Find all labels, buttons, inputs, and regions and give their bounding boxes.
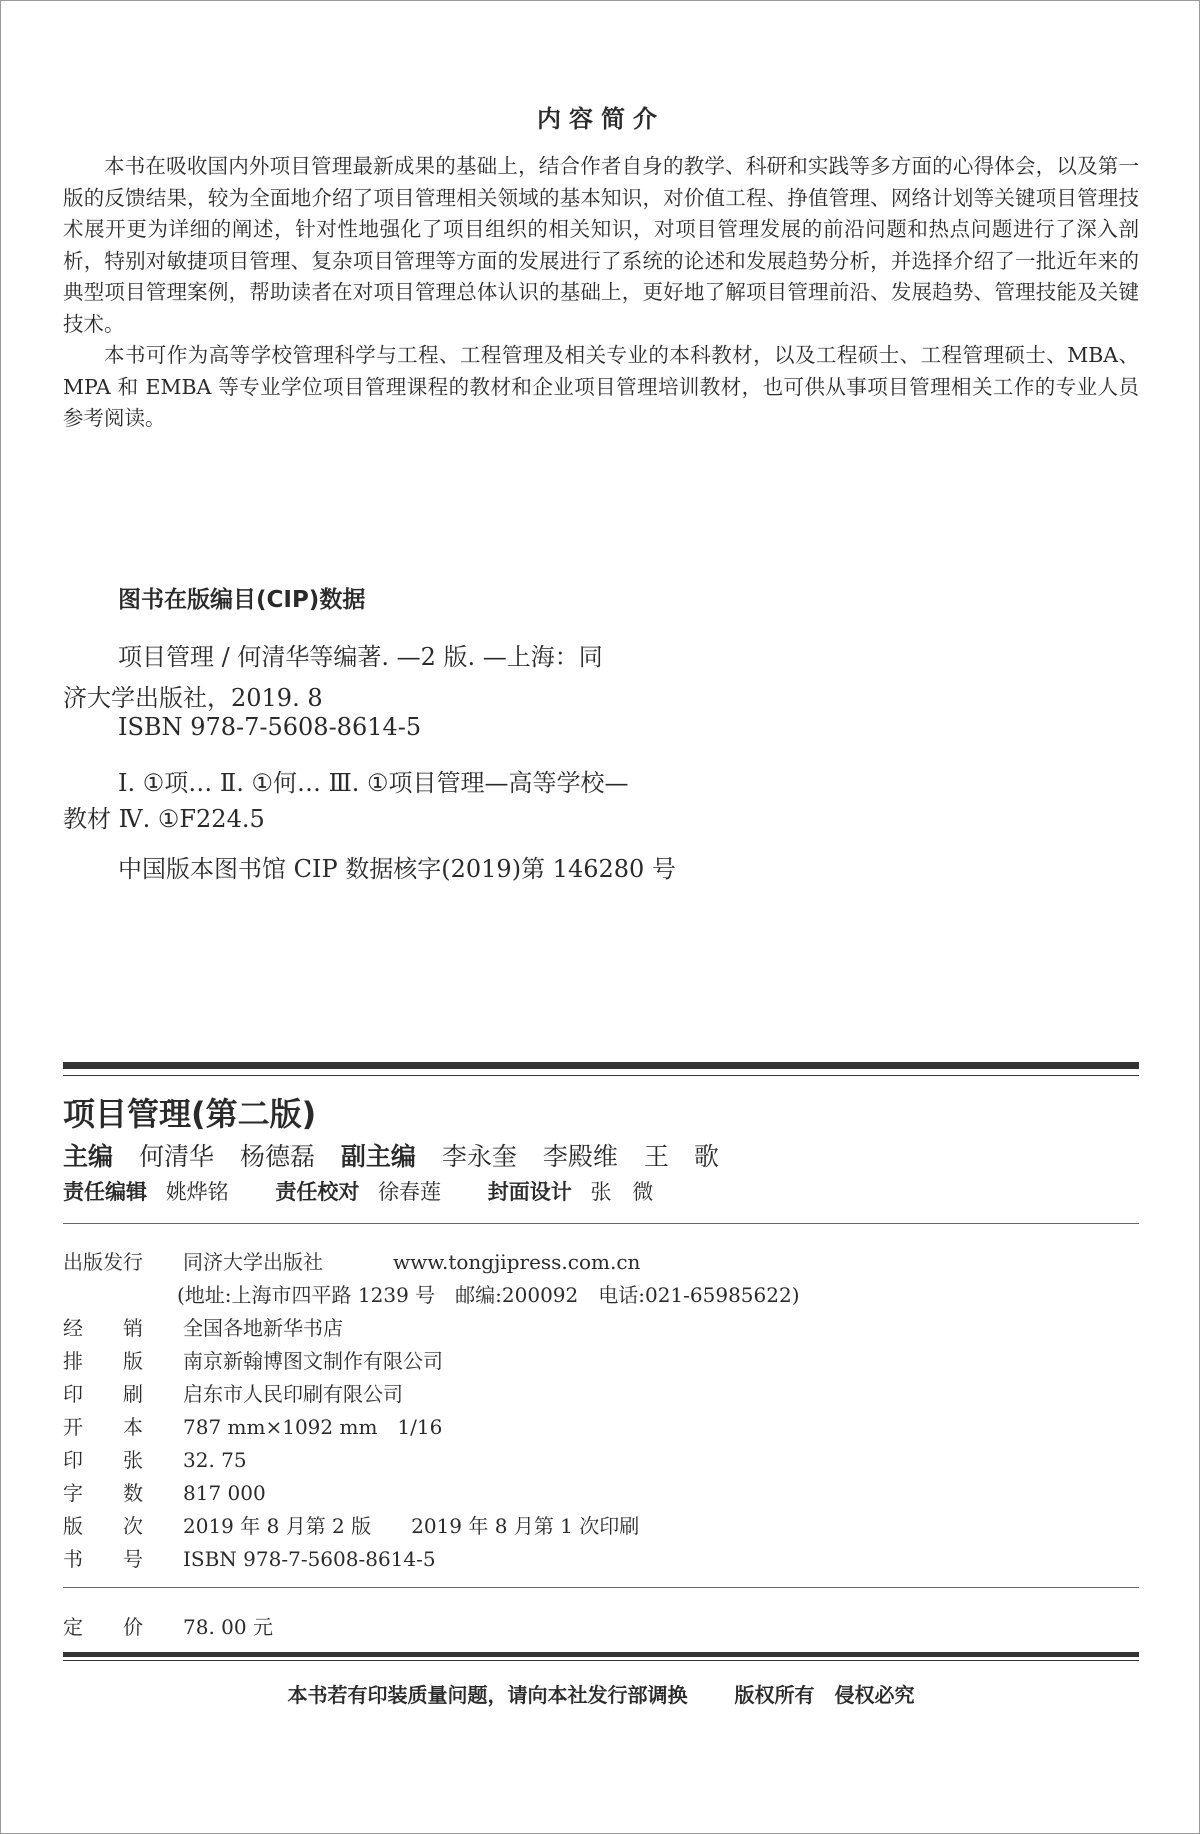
spec-key-b: 数 bbox=[123, 1481, 143, 1505]
rights-reserved: 版权所有 bbox=[734, 1683, 815, 1707]
spec-value: 817 000 bbox=[183, 1481, 266, 1505]
spec-row bbox=[63, 1510, 639, 1539]
spec-row bbox=[63, 1312, 343, 1341]
spec-key-a: 排 bbox=[63, 1349, 83, 1373]
spec-value: 南京新翰博图文制作有限公司 bbox=[183, 1349, 443, 1373]
spec-row bbox=[63, 1444, 247, 1473]
staff-value-1: 姚烨铭 bbox=[165, 1180, 229, 1204]
spec-key-b: 本 bbox=[123, 1415, 143, 1439]
publisher-label: 出版发行 bbox=[63, 1250, 143, 1274]
staff-line bbox=[63, 1176, 693, 1206]
price-row bbox=[63, 1611, 273, 1640]
publisher-name: 同济大学出版社 bbox=[183, 1250, 323, 1274]
spec-row bbox=[63, 1345, 443, 1374]
price-top-rule bbox=[63, 1587, 1139, 1588]
cip-heading: 图书在版编目(CIP)数据 bbox=[118, 587, 366, 613]
staff-value-2: 徐春莲 bbox=[378, 1180, 442, 1204]
staff-label-3: 封面设计 bbox=[487, 1180, 572, 1204]
cip-line-5: 教材 Ⅳ. ①F224.5 bbox=[63, 805, 265, 833]
spec-row bbox=[63, 1477, 266, 1506]
bottom-thick-rule bbox=[63, 1652, 1139, 1657]
cip-line-6: 中国版本图书馆 CIP 数据核字(2019)第 146280 号 bbox=[118, 855, 676, 883]
spec-value: 全国各地新华书店 bbox=[183, 1316, 343, 1340]
spec-value: 2019 年 8 月第 2 版 2019 年 8 月第 1 次印刷 bbox=[183, 1514, 640, 1538]
intro-title: 内容简介 bbox=[537, 105, 665, 133]
staff-label-2: 责任校对 bbox=[275, 1180, 360, 1204]
publisher-website: www.tongjipress.com.cn bbox=[393, 1250, 641, 1274]
price-key-b: 价 bbox=[123, 1615, 143, 1639]
spec-key-a: 字 bbox=[63, 1481, 83, 1505]
spec-key-b: 销 bbox=[123, 1316, 143, 1340]
intro-paragraph-1: 本书在吸收国内外项目管理最新成果的基础上，结合作者自身的教学、科研和实践等多方面的心得体会，以及第一版的反馈结果，较为全面地介绍了项目管理相关领域的基本知识，对价值工程、挣值管理、网络计划等关键项目管理技术展开更为详细的阐述，针对性地强化了项目组织的相关知识，对项目管理发展的前沿问题和热点问题进行了深入剖析，特别对敏捷项目管理、复杂项目管理等方面的发展进行了系统的论述和发展趋势分析，并选择介绍了一批近年来的典型项目管理案例，帮助读者在对项目管理总体认识的基础上，更好地了解项目管理前沿、发展趋势、管理技能及关键技术。 bbox=[63, 154, 1139, 336]
cip-line-3: ISBN 978-7-5608-8614-5 bbox=[118, 713, 422, 741]
spec-row bbox=[63, 1543, 436, 1572]
chief-editor-2: 杨德磊 bbox=[239, 1142, 315, 1171]
chief-editor-1: 何清华 bbox=[138, 1142, 214, 1171]
spec-key-b: 次 bbox=[123, 1514, 143, 1538]
spec-value: 787 mm×1092 mm 1/16 bbox=[183, 1415, 443, 1439]
cip-line-4: Ⅰ. ①项… Ⅱ. ①何… Ⅲ. ①项目管理—高等学校— bbox=[118, 769, 629, 797]
spec-key-a: 开 bbox=[63, 1415, 83, 1439]
mid-rule bbox=[63, 1223, 1139, 1224]
spec-row bbox=[63, 1411, 442, 1440]
top-thin-rule bbox=[63, 1075, 1139, 1076]
spec-value: 启东市人民印刷有限公司 bbox=[183, 1382, 403, 1406]
top-thick-rule bbox=[63, 1062, 1139, 1069]
spec-value: ISBN 978-7-5608-8614-5 bbox=[183, 1547, 436, 1571]
intro-paragraph-2: 本书可作为高等学校管理科学与工程、工程管理及相关专业的本科教材，以及工程硕士、工程管理硕士、MBA、MPA 和 EMBA 等专业学位项目管理课程的教材和企业项目管理培训教材，也可供从事项目管理相关工作的专业人员参考阅读。 bbox=[63, 343, 1139, 430]
staff-value-3: 张 微 bbox=[590, 1180, 654, 1204]
publisher-row bbox=[63, 1246, 640, 1275]
chief-editor-label: 主编 bbox=[63, 1142, 114, 1171]
spec-row bbox=[63, 1378, 403, 1407]
cip-line-2: 济大学出版社，2019. 8 bbox=[63, 684, 323, 712]
footer-note bbox=[63, 1679, 1139, 1708]
staff-label-1: 责任编辑 bbox=[63, 1180, 147, 1204]
book-title: 项目管理(第二版) bbox=[63, 1095, 317, 1133]
spec-key-a: 经 bbox=[63, 1316, 83, 1340]
spec-key-a: 书 bbox=[63, 1547, 83, 1571]
price-value: 78. 00 元 bbox=[183, 1615, 273, 1639]
bottom-thin-rule bbox=[63, 1660, 1139, 1661]
spec-value: 32. 75 bbox=[183, 1448, 247, 1472]
spec-key-b: 版 bbox=[123, 1349, 143, 1373]
deputy-editor-1: 李永奎 bbox=[441, 1142, 517, 1171]
deputy-editor-label: 副主编 bbox=[340, 1142, 416, 1171]
publisher-address: (地址:上海市四平路 1239 号 邮编:200092 电话:021-65985622) bbox=[177, 1283, 800, 1307]
spec-key-b: 张 bbox=[123, 1448, 143, 1472]
editors-line bbox=[63, 1137, 737, 1173]
quality-notice: 本书若有印装质量问题，请向本社发行部调换 bbox=[287, 1683, 688, 1707]
deputy-editor-2: 李殿维 bbox=[542, 1142, 618, 1171]
deputy-editor-3: 王 歌 bbox=[643, 1142, 719, 1171]
intro-section bbox=[63, 151, 1139, 435]
piracy-warning: 侵权必究 bbox=[834, 1683, 915, 1707]
spec-key-a: 印 bbox=[63, 1382, 83, 1406]
cip-line-1: 项目管理 / 何清华等编著. —2 版. —上海：同 bbox=[118, 643, 603, 671]
spec-key-a: 版 bbox=[63, 1514, 83, 1538]
spec-key-b: 刷 bbox=[123, 1382, 143, 1406]
spec-key-a: 印 bbox=[63, 1448, 83, 1472]
price-key-a: 定 bbox=[63, 1615, 83, 1639]
spec-key-b: 号 bbox=[123, 1547, 143, 1571]
